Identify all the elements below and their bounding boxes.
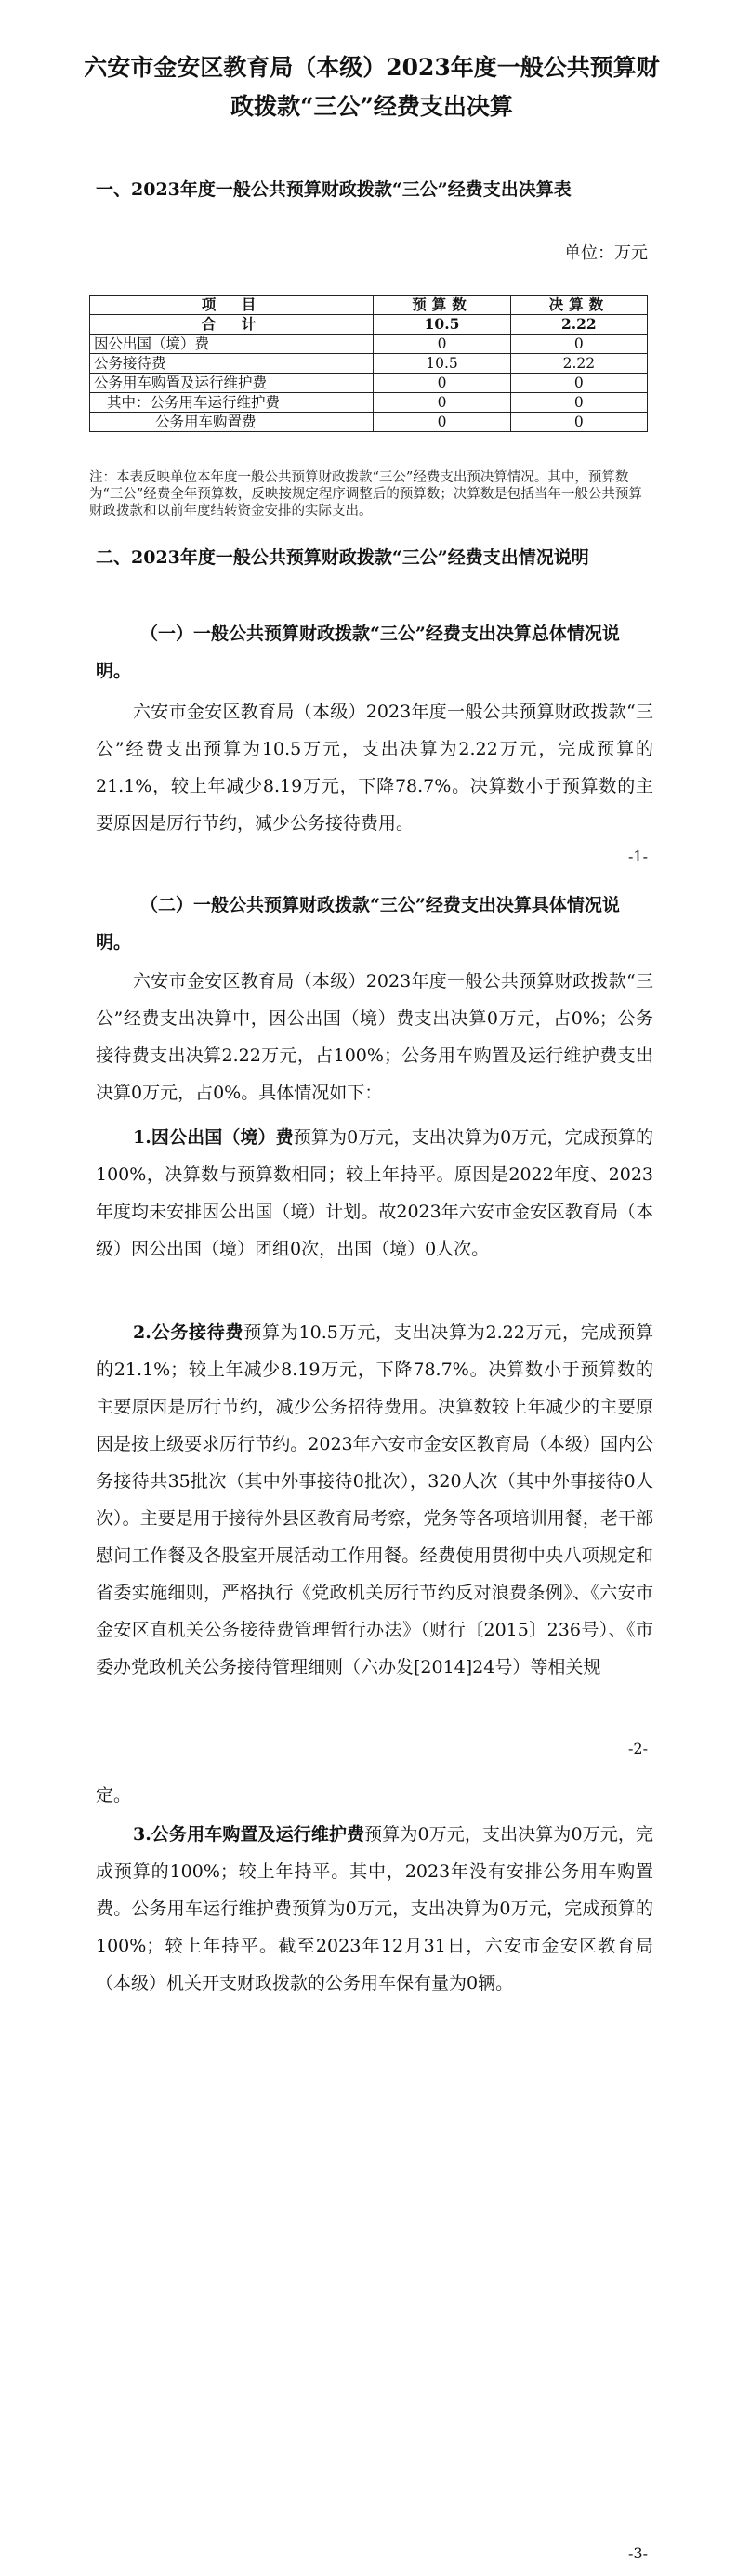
- item2-text: 预算为10.5万元，支出决算为2.22万元，完成预算的21.1%；较上年减少8.19万元，下降78.7%。决算数小于预算数的主要原因是厉行节约，减少公务招待费用。决算数较上年减少的主要原因是按上级要求厉行节约。2023年六安市金安区教育局（本级）国内公务接待共35批次（其中外事接待0批次），320人次（其中外事接待0人次）。主要是用于接待外县区教育局考察，党务等各项培训用餐，老干部慰问工作餐及各股室开展活动工作用餐。经费使用贯彻中央八项规定和省委实施细则，严格执行《党政机关厉行节约反对浪费条例》、《六安市金安区直机关公务接待费管理暂行办法》（财行〔2015〕236号）、《市委办党政机关公务接待管理细则（六办发[2014]24号）等相关规: [96, 1322, 653, 1677]
- row-actual: 0: [510, 335, 647, 354]
- row-label: 因公出国（境）费: [90, 335, 374, 354]
- section1-heading: 一、2023年度一般公共预算财政拨款“三公”经费支出决算表: [96, 179, 572, 200]
- page-number-2: -2-: [628, 1740, 648, 1757]
- sub1-heading: （一）一般公共预算财政拨款“三公”经费支出决算总体情况说明。: [96, 624, 620, 681]
- row-actual: 0: [510, 413, 647, 432]
- item1-text: 预算为0万元，支出决算为0万元，完成预算的100%，决算数与预算数相同；较上年持平。原因是2022年度、2023年度均未安排因公出国（境）计划。故2023年六安市金安区教育局（本级）因公出国（境）团组0次，出国（境）0人次。: [96, 1127, 653, 1259]
- table-row: [90, 315, 648, 335]
- item1-paragraph: [96, 1119, 653, 1268]
- row-budget: 0: [374, 393, 510, 413]
- row-label: 其中：公务用车运行维护费: [90, 393, 374, 413]
- row-actual: 2.22: [510, 354, 647, 374]
- row-budget: 10.5: [374, 354, 510, 374]
- item2-continuation: 定。: [96, 1785, 132, 1806]
- header-actual: 决算数: [510, 296, 647, 315]
- unit-label: 单位：万元: [564, 243, 648, 263]
- row-label: 公务接待费: [90, 354, 374, 374]
- table-row: [90, 354, 648, 374]
- table-row: [90, 413, 648, 432]
- row-budget: 0: [374, 335, 510, 354]
- item3-label: 3.公务用车购置及运行维护费: [133, 1824, 365, 1845]
- page-number-3: -3-: [628, 2544, 648, 2562]
- row-budget: 10.5: [374, 315, 510, 335]
- header-budget: 预算数: [374, 296, 510, 315]
- row-label: 合 计: [90, 315, 374, 335]
- page-number-1: -1-: [628, 848, 648, 865]
- row-actual: 2.22: [510, 315, 647, 335]
- section2-heading: 二、2023年度一般公共预算财政拨款“三公”经费支出情况说明: [96, 547, 589, 568]
- row-label: 公务用车购置费: [90, 413, 374, 432]
- table-row: [90, 374, 648, 393]
- row-label: 公务用车购置及运行维护费: [90, 374, 374, 393]
- document-title: 六安市金安区教育局（本级）2023年度一般公共预算财政拨款“三公”经费支出决算: [84, 54, 660, 120]
- table-note: 注：本表反映单位本年度一般公共预算财政拨款“三公”经费支出预决算情况。其中，预算数为“三公”经费全年预算数，反映按规定程序调整后的预算数；决算数是包括当年一般公共预算财政拨款和以前年度结转资金安排的实际支出。: [89, 470, 642, 519]
- item3-text: 预算为0万元，支出决算为0万元，完成预算的100%；较上年持平。其中，2023年没有安排公务用车购置费。公务用车运行维护费预算为0万元，支出决算为0万元，完成预算的100%；较上年持平。截至2023年12月31日，六安市金安区教育局（本级）机关开支财政拨款的公务用车保有量为0辆。: [96, 1824, 653, 1993]
- sub1-paragraph: 六安市金安区教育局（本级）2023年度一般公共预算财政拨款“三公”经费支出预算为10.5万元，支出决算为2.22万元，完成预算的21.1%，较上年减少8.19万元，下降78.7%。决算数小于预算数的主要原因是厉行节约，减少公务接待费用。: [96, 702, 653, 834]
- expense-table: [89, 295, 648, 432]
- table-row: [90, 393, 648, 413]
- item3-paragraph: [96, 1816, 653, 2002]
- table-header-row: [90, 296, 648, 315]
- item2-label: 2.公务接待费: [133, 1322, 244, 1343]
- item1-label: 1.因公出国（境）费: [133, 1127, 294, 1148]
- sub2-paragraph: 六安市金安区教育局（本级）2023年度一般公共预算财政拨款“三公”经费支出决算中，因公出国（境）费支出决算0万元，占0%；公务接待费支出决算2.22万元，占100%；公务用车购置及运行维护费支出决算0万元，占0%。具体情况如下：: [96, 971, 653, 1103]
- row-actual: 0: [510, 393, 647, 413]
- header-item: 项 目: [90, 296, 374, 315]
- item2-paragraph: [96, 1314, 653, 1686]
- sub2-heading: （二）一般公共预算财政拨款“三公”经费支出决算具体情况说明。: [96, 895, 620, 953]
- row-budget: 0: [374, 413, 510, 432]
- table-row: [90, 335, 648, 354]
- row-budget: 0: [374, 374, 510, 393]
- row-actual: 0: [510, 374, 647, 393]
